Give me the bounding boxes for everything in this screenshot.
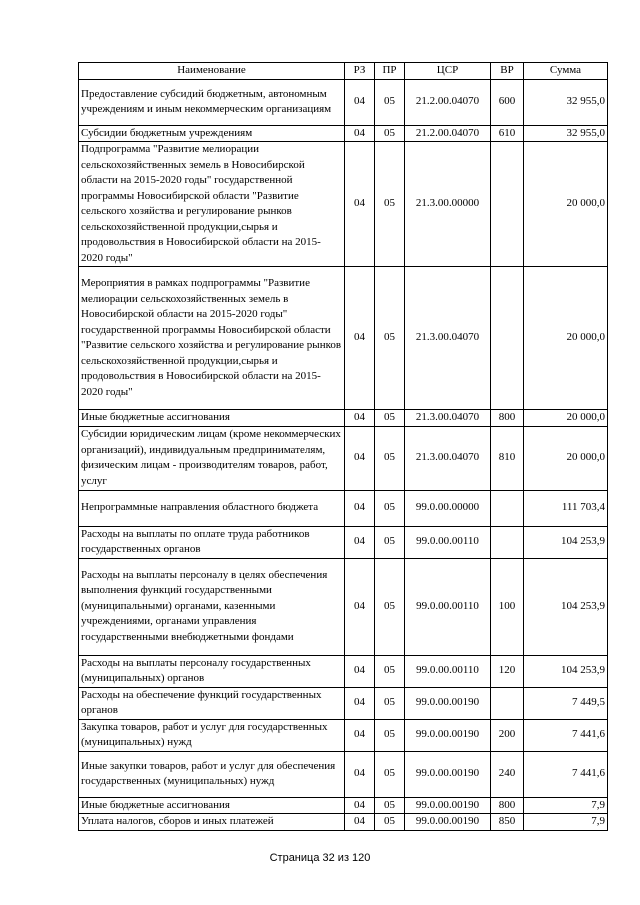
table-row [79, 410, 608, 427]
row-csr: 21.2.00.04070 [405, 79, 491, 125]
table-row [79, 719, 608, 751]
table-row [79, 814, 608, 831]
row-sum: 104 253,9 [524, 558, 608, 655]
table-row [79, 79, 608, 125]
row-pr: 05 [375, 797, 405, 814]
row-vr: 810 [491, 426, 524, 490]
row-sum: 32 955,0 [524, 79, 608, 125]
row-name: Предоставление субсидий бюджетным, автономным учреждениям и иным некоммерческим организациям [79, 79, 345, 125]
row-pr: 05 [375, 125, 405, 142]
row-pr: 05 [375, 558, 405, 655]
row-vr [491, 687, 524, 719]
row-pr: 05 [375, 410, 405, 427]
row-sum: 20 000,0 [524, 142, 608, 267]
table-row [79, 797, 608, 814]
row-rz: 04 [345, 655, 375, 687]
header-rz: РЗ [345, 63, 375, 80]
row-pr: 05 [375, 79, 405, 125]
row-csr: 99.0.00.00190 [405, 751, 491, 797]
row-pr: 05 [375, 814, 405, 831]
row-pr: 05 [375, 490, 405, 526]
row-rz: 04 [345, 490, 375, 526]
row-sum: 20 000,0 [524, 426, 608, 490]
row-csr: 99.0.00.00110 [405, 655, 491, 687]
row-name: Субсидии юридическим лицам (кроме некоммерческих организаций), индивидуальным предпринимателям, физическим лицам - производителям товаров, работ, услуг [79, 426, 345, 490]
row-csr: 99.0.00.00190 [405, 687, 491, 719]
row-csr: 99.0.00.00190 [405, 797, 491, 814]
row-vr: 600 [491, 79, 524, 125]
budget-table [78, 62, 608, 831]
row-vr: 610 [491, 125, 524, 142]
row-csr: 21.3.00.00000 [405, 142, 491, 267]
row-name: Мероприятия в рамках подпрограммы "Развитие мелиорации сельскохозяйственных земель в Новосибирской области на 2015-2020 годы" государственной программы Новосибирской области "Развитие сельского хозяйства и регулирование рынков сельскохозяйственной продукции,сырья и продовольствия в Новосибирской области на 2015-2020 годы" [79, 267, 345, 410]
table-row [79, 526, 608, 558]
row-name: Подпрограмма "Развитие мелиорации сельскохозяйственных земель в Новосибирской области на 2015-2020 годы" государственной программы Новосибирской области "Развитие сельского хозяйства и регулирование рынков сельскохозяйственной продукции,сырья и продовольствия в Новосибирской области на 2015-2020 годы" [79, 142, 345, 267]
page-number: Страница 32 из 120 [269, 852, 371, 864]
row-sum: 111 703,4 [524, 490, 608, 526]
row-vr: 100 [491, 558, 524, 655]
row-name: Иные бюджетные ассигнования [79, 410, 345, 427]
table-header-row [79, 63, 608, 80]
row-pr: 05 [375, 426, 405, 490]
row-pr: 05 [375, 719, 405, 751]
row-sum: 32 955,0 [524, 125, 608, 142]
header-vr: ВР [491, 63, 524, 80]
row-sum: 7,9 [524, 814, 608, 831]
row-vr: 120 [491, 655, 524, 687]
row-pr: 05 [375, 655, 405, 687]
row-rz: 04 [345, 526, 375, 558]
row-vr [491, 142, 524, 267]
row-sum: 20 000,0 [524, 410, 608, 427]
header-pr: ПР [375, 63, 405, 80]
row-csr: 21.3.00.04070 [405, 267, 491, 410]
row-name: Закупка товаров, работ и услуг для государственных (муниципальных) нужд [79, 719, 345, 751]
table-row [79, 751, 608, 797]
row-vr: 800 [491, 797, 524, 814]
row-csr: 99.0.00.00000 [405, 490, 491, 526]
row-csr: 21.3.00.04070 [405, 426, 491, 490]
table-row [79, 558, 608, 655]
table-row [79, 267, 608, 410]
table-row [79, 142, 608, 267]
row-pr: 05 [375, 267, 405, 410]
row-sum: 7 441,6 [524, 719, 608, 751]
row-csr: 21.2.00.04070 [405, 125, 491, 142]
row-pr: 05 [375, 751, 405, 797]
row-name: Уплата налогов, сборов и иных платежей [79, 814, 345, 831]
row-rz: 04 [345, 426, 375, 490]
row-csr: 99.0.00.00110 [405, 526, 491, 558]
row-csr: 99.0.00.00110 [405, 558, 491, 655]
row-vr: 200 [491, 719, 524, 751]
row-rz: 04 [345, 687, 375, 719]
row-rz: 04 [345, 558, 375, 655]
table-row [79, 125, 608, 142]
row-vr [491, 526, 524, 558]
row-rz: 04 [345, 267, 375, 410]
row-name: Расходы на выплаты по оплате труда работников государственных органов [79, 526, 345, 558]
row-rz: 04 [345, 79, 375, 125]
row-pr: 05 [375, 526, 405, 558]
row-rz: 04 [345, 814, 375, 831]
row-name: Иные бюджетные ассигнования [79, 797, 345, 814]
row-name: Расходы на выплаты персоналу государственных (муниципальных) органов [79, 655, 345, 687]
row-pr: 05 [375, 687, 405, 719]
table-body [79, 79, 608, 830]
table-row [79, 426, 608, 490]
row-sum: 7,9 [524, 797, 608, 814]
row-sum: 20 000,0 [524, 267, 608, 410]
row-vr: 240 [491, 751, 524, 797]
header-name: Наименование [79, 63, 345, 80]
table-row [79, 687, 608, 719]
row-vr: 800 [491, 410, 524, 427]
row-name: Иные закупки товаров, работ и услуг для обеспечения государственных (муниципальных) нужд [79, 751, 345, 797]
row-name: Непрограммные направления областного бюджета [79, 490, 345, 526]
row-rz: 04 [345, 410, 375, 427]
row-rz: 04 [345, 125, 375, 142]
row-name: Субсидии бюджетным учреждениям [79, 125, 345, 142]
row-rz: 04 [345, 719, 375, 751]
row-csr: 99.0.00.00190 [405, 814, 491, 831]
row-name: Расходы на выплаты персоналу в целях обеспечения выполнения функций государственными (муниципальными) органами, казенными учреждениями, органами управления государственными внебюджетными фондами [79, 558, 345, 655]
row-rz: 04 [345, 142, 375, 267]
header-sum: Сумма [524, 63, 608, 80]
row-vr [491, 490, 524, 526]
header-csr: ЦСР [405, 63, 491, 80]
row-rz: 04 [345, 797, 375, 814]
row-rz: 04 [345, 751, 375, 797]
row-vr: 850 [491, 814, 524, 831]
row-sum: 7 449,5 [524, 687, 608, 719]
row-pr: 05 [375, 142, 405, 267]
row-name: Расходы на обеспечение функций государственных органов [79, 687, 345, 719]
row-csr: 99.0.00.00190 [405, 719, 491, 751]
row-vr [491, 267, 524, 410]
row-sum: 7 441,6 [524, 751, 608, 797]
row-csr: 21.3.00.04070 [405, 410, 491, 427]
row-sum: 104 253,9 [524, 526, 608, 558]
row-sum: 104 253,9 [524, 655, 608, 687]
table-row [79, 490, 608, 526]
table-row [79, 655, 608, 687]
